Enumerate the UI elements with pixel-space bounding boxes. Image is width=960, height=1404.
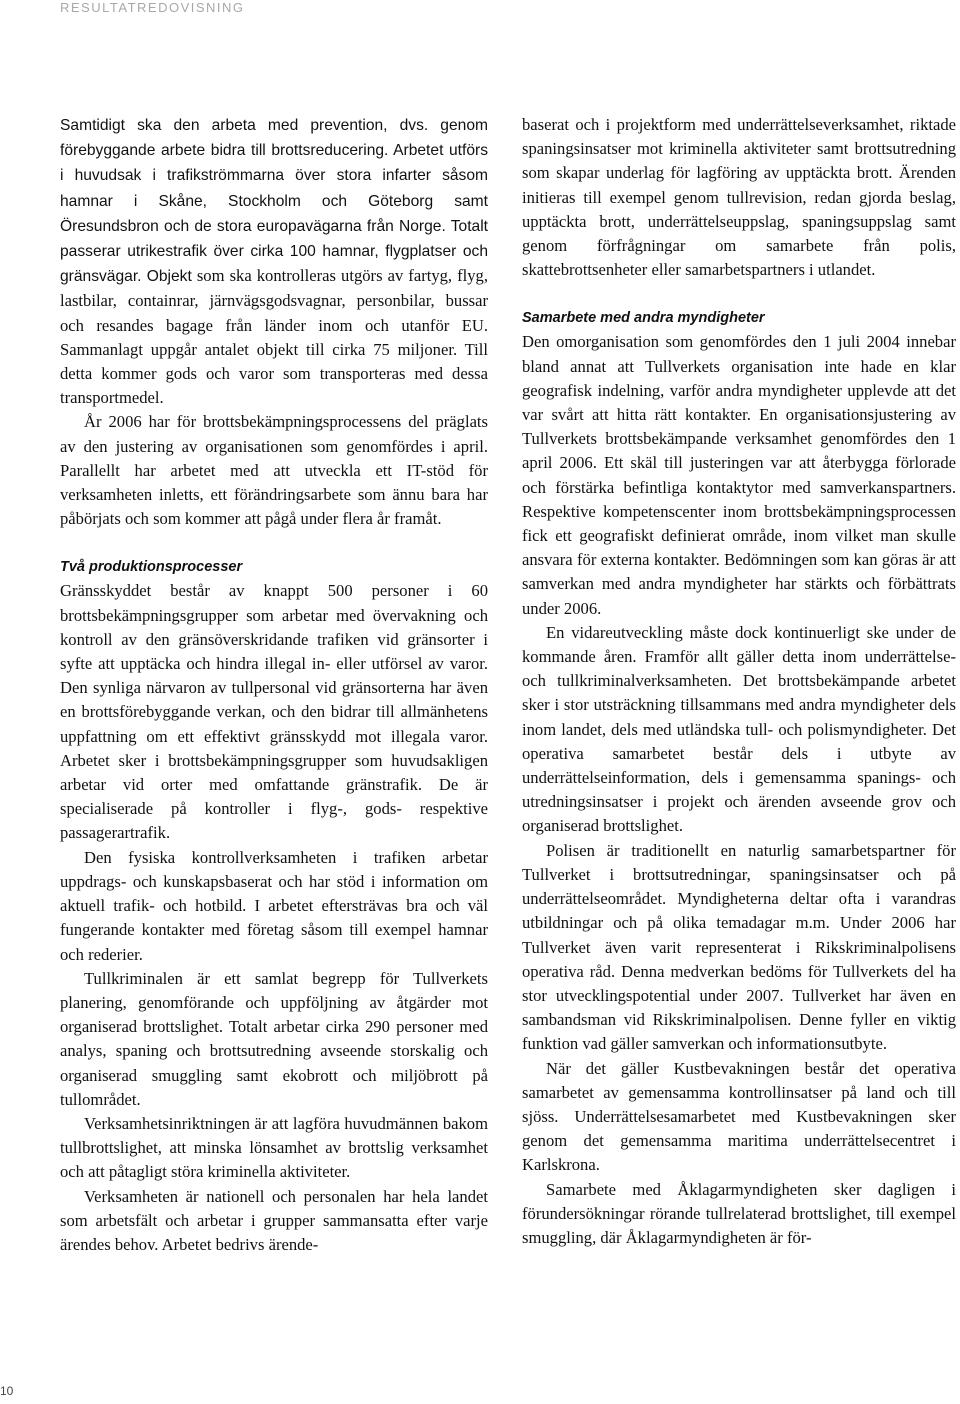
right-paragraph-4: Polisen är traditionellt en naturlig samarbetspartner för Tullverket i brottsutredningar, spaningsinsatser och på underrättelseområdet. Myndigheterna deltar ofta i varandras utbildningar och på olika temadagar m.m. Under 2006 har Tullverket även varit representerat i Rikskriminalpolisens operativa råd. Denna medverkan bedöms för Tullverkets del ha stor utvecklingspotential under 2007. Tullverket har även en sambandsman vid Rikskriminalpolisen. Denne fyller en viktig funktion vad gäller samverkan och informationsutbyte. (522, 840, 956, 1054)
left-paragraph-7: Verksamheten är nationell och personalen har hela landet som arbetsfält och arbetar i grupper sammansatta efter varje ärendes behov. Arbetet bedrivs ärende- (60, 1186, 488, 1254)
left-paragraph-1 (60, 113, 488, 410)
right-paragraph-6: Samarbete med Åklagarmyndigheten sker dagligen i förundersökningar rörande tullrelaterad brottslighet, till exempel smuggling, där Åklagarmyndigheten är för- (522, 1179, 956, 1247)
running-head: RESULTATREDOVISNING (60, 0, 245, 15)
section-heading-samarbete: Samarbete med andra myndigheter (522, 310, 765, 327)
left-paragraph-4: Den fysiska kontrollverksamheten i trafiken arbetar uppdrags- och kunskapsbaserat och har stöd i information om aktuell trafik- och hotbild. I arbetet eftersträvas bra och väl fungerande kontakter med företag såsom till exempel hamnar och rederier. (60, 847, 488, 964)
left-paragraph-2: År 2006 har för brottsbekämpningsprocessens del präglats av den justering av organisationen som genomfördes i april. Parallellt har arbetet med att utveckla ett IT-stöd för verksamheten inletts, ett förändringsarbete som ännu bara har påbörjats och som kommer att pågå under flera år framåt. (60, 412, 488, 529)
right-paragraph-3: En vidareutveckling måste dock kontinuerligt ske under de kommande åren. Framför allt gäller detta inom underrättelse- och tullkriminalverksamheten. Det brottsbekämpande arbetet sker i stor utsträckning tillsammans med andra myndigheter dels inom landet, dels med utländska tull- och polismyndigheter. Det operativa samarbetet består dels i utbyte av underrättelseinformation, dels i gemensamma spanings- och utredningsinsatser i projekt och ärenden avseende grov och organiserad brottslighet. (522, 622, 956, 836)
left-paragraph-3: Gränsskyddet består av knappt 500 personer i 60 brottsbekämpningsgrupper som arbetar med övervakning och kontroll av den gränsöverskridande trafiken vid gränsorter i syfte att upptäcka och hindra illegal in- eller utförsel av varor. Den synliga närvaron av tullpersonal vid gränsorterna har även en brottsförebyggande verkan, och den bidrar till allmänhetens uppfattning om ett effektivt gränsskydd mot illegala varor. Arbetet sker i brottsbekämpningsgrupper som huvudsakligen arbetar vid orter med omfattande gränstrafik. De är specialiserade på kontroller i flyg-, gods- respektive passagerartrafik. (60, 581, 488, 843)
left-column (60, 113, 488, 1257)
page-number: 10 (0, 1384, 14, 1398)
left-paragraph-1-serif-run: som ska kontrolleras utgörs av fartyg, flyg, lastbilar, containrar, järnvägsgodsvagnar, personbilar, bussar och resandes bagage från länder inom och utanför EU. Sammanlagt uppgår antalet objekt till cirka 75 miljoner. Till detta kommer gods och varor som transporteras med dessa transportmedel. (60, 266, 488, 408)
section-heading-tva-produktionsprocesser: Två produktionsprocesser (60, 559, 243, 576)
right-column (522, 113, 956, 1250)
right-paragraph-2: Den omorganisation som genomfördes den 1 juli 2004 innebar bland annat att Tullverkets organisation inte hade en klar geografisk indelning, varför andra myndigheter upplevde att det var svårt att hitta rätt kontakter. En organisationsjustering av Tullverkets brottsbekämpande verksamhet genomfördes den 1 april 2006. Ett skäl till justeringen var att återbygga förlorade och förstärka befintliga kontaktytor med samverkanspartners. Respektive kompetenscenter inom brottsbekämpningsprocessen fick ett geografiskt definierat område, inom vilket man skulle ansvara för externa kontakter. Bedömningen som kan göras är att samverkan med andra myndigheter har stärkts och förbättrats under 2006. (522, 332, 956, 618)
left-paragraph-6: Verksamhetsinriktningen är att lagföra huvudmännen bakom tullbrottslighet, att minska lönsamhet av brottslig verksamhet och att påtagligt störa kriminella aktiviteter. (60, 1113, 488, 1182)
right-paragraph-5: När det gäller Kustbevakningen består det operativa samarbetet av gemensamma kontrollinsatser på land och till sjöss. Underrättelsesamarbetet med Kustbevakningen sker genom det gemensamma maritima underrättelsecentret i Karlskrona. (522, 1058, 956, 1175)
left-paragraph-5: Tullkriminalen är ett samlat begrepp för Tullverkets planering, genomförande och uppföljning av åtgärder mot organiserad brottslighet. Totalt arbetar cirka 290 personer med analys, spaning och brottsutredning avseende storskalig och organiserad smuggling samt ekobrott och miljöbrott på tullområdet. (60, 968, 488, 1109)
left-paragraph-1-sans-run: Samtidigt ska den arbeta med prevention, dvs. genom förebyggande arbete bidra till brottsreducering. Arbetet utförs i huvudsak i trafikströmmarna över stora infarter såsom hamnar i Skåne, Stockholm och Göteborg samt Öresundsbron och de stora europavägarna från Norge. Totalt passerar utrikestrafik över cirka 100 hamnar, flygplatser och gränsvägar. Objekt (60, 117, 488, 286)
right-paragraph-1: baserat och i projektform med underrättelseverksamhet, riktade spaningsinsatser mot kriminella aktiviteter samt brottsutredning som skapar underlag för lagföring av upptäckta brott. Ärenden initieras till exempel genom tullrevision, redan gjorda beslag, upptäckta brott, underrättelseuppslag, spaningsuppslag samt genom förfrågningar om samarbete från polis, skattebrottsenheter eller samarbetspartners i utlandet. (522, 115, 956, 280)
